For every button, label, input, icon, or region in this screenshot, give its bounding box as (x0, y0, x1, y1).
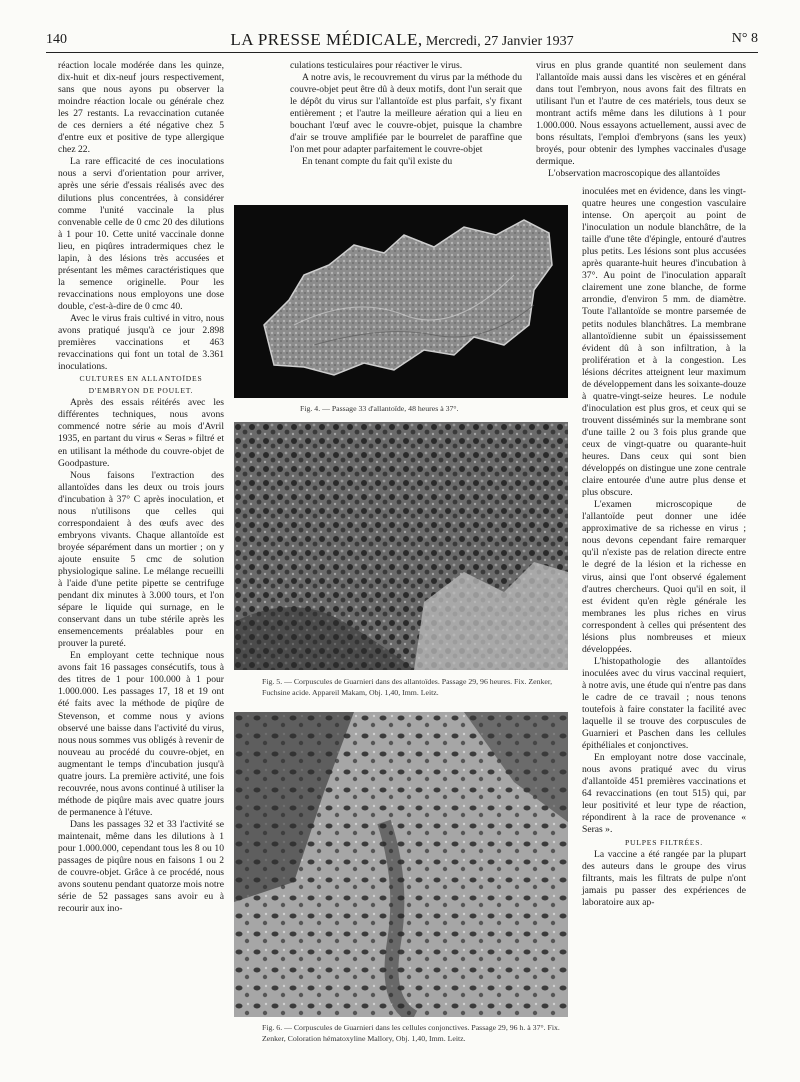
figure-4-caption: Fig. 4. — Passage 33 d'allantoïde, 48 heures à 37°. (300, 404, 459, 413)
paragraph: culations testiculaires pour réactiver le virus. (290, 60, 463, 71)
figure-5-photo (234, 422, 568, 670)
page-header (46, 28, 758, 53)
paragraph: En tenant compte du fait qu'il existe du (302, 156, 453, 168)
text-column-right (582, 186, 746, 909)
micrograph-image (234, 422, 568, 670)
journal-title: LA PRESSE MÉDICALE, (230, 30, 423, 49)
micrograph-image (234, 712, 568, 1017)
page-number: 140 (46, 32, 67, 47)
paragraph: La vaccine a été rangée par la plupart des auteurs dans le groupe des virus filtrants, mais les filtrats de pulpe n'ont jamais pu passer des expériences de laboratoire aux ap- (582, 848, 746, 908)
paragraph: inoculées met en évidence, dans les vingt-quatre heures une congestion vasculaire intense. On aperçoit au point de l'inoculation un nodule blanchâtre, de la taille d'une tête d'épingle, entouré d'autres plus petits. Les lésions sont plus accusées après quarante-huit heures d'incubation à 37°. Au point de l'inoculation apparaît clairement une zone blanche, de forme arrondie, d'environ 5 mm. de diamètre. Toute l'allantoïde se montre parsemée de petits nodules blanchâtres. La membrane allantoïdienne subit un épaississement évident dû à son infiltration, à la prolifération et à la congestion. Les lésions décrites atteignent leur maximum de développement dans les soixante-douze à quatre-vingt-seize heures. Le nodule d'inoculation est plus gros, et ceux qui se trouvent disséminés sur la membrane sont d'une taille 2 ou 3 fois plus grande que ceux de vingt-quatre ou quarante-huit heures. Dans ceux qui sont bien développés on distingue une zone centrale claire entourée d'une autre plus dense et plus obscure. (582, 186, 746, 499)
paragraph: La rare efficacité de ces inoculations nous a servi d'orientation pour arriver, après une série d'essais réalisés avec des dilutions plus concentrées, à considérer comme l'unité vaccinale la plus convenable celle de 0 cmc 20 des dilutions à 1 pour 10. Cette unité vaccinale donne lieu, en piqûres intradermiques chez le lapin, à des lésions très accusées et présentant les mêmes caractéristiques que la semence originelle. Pour les revaccinations nous employons une dose double, c'est-à-dire de 0 cmc 40. (58, 156, 224, 312)
paragraph: L'observation macroscopique des allantoïdes (548, 168, 720, 180)
paragraph: En employant notre dose vaccinale, nous avons pratiqué avec du virus d'allantoïde 451 premières vaccinations et 64 revaccinations (en tout 515) qui, par leur positivité et leur type de réaction, répondirent à la race de provenance « Seras ». (582, 752, 746, 836)
paragraph: Avec le virus frais cultivé in vitro, nous avons pratiqué jusqu'à ce jour 2.898 premières vaccinations et 463 revaccinations qui font un total de 3.361 inoculations. (58, 312, 224, 373)
paragraph: L'histopathologie des allantoïdes inoculées avec du virus vaccinal requiert, à notre avis, une étude qui n'entre pas dans le cadre de ce travail ; nous tenons toutefois à faire constater la facilité avec laquelle il se trouve des corpuscules de Guarnieri et Paschen dans les cellules épithéliales et conjonctives. (582, 655, 746, 752)
text-column-right-top (536, 60, 746, 180)
figure-6-photo (234, 712, 568, 1017)
journal-masthead (46, 30, 758, 50)
paragraph: réaction locale modérée dans les quinze, dix-huit et dix-neuf jours respectivement, sans que nous ayons pu observer la moindre réaction locale ou générale chez les 27 restants. La revaccination cutanée de ces derniers a été négative chez 5 d'entre eux et positive de type allergique chez 22. (58, 60, 224, 156)
issue-number: N° 8 (731, 31, 758, 46)
paragraph: Dans les passages 32 et 33 l'activité se maintenait, même dans les dilutions à 1 pour 1.000.000, cependant tous les 8 ou 10 passages de piqûre nous en faisons 1 ou 2 de couvre-objet. Grâce à ce procédé, nous avons soutenu pendant quatorze mois notre série de 52 passages sans avoir eu à recourir aux ino- (58, 818, 224, 915)
paragraph: L'examen microscopique de l'allantoïde peut donner une idée approximative de sa richesse en virus ; nous devons cependant faire remarquer qu'il n'existe pas de relation directe entre le degré de la lésion et la richesse en virus, ainsi que l'ont observé également d'autres chercheurs. Quoi qu'il en soit, il est évident qu'en règle générale les membranes les plus riches en virus correspondent à celles qui présentent des lésions plus nombreuses et mieux développées. (582, 499, 746, 655)
paragraph: A notre avis, le recouvrement du virus par la méthode du couvre-objet peut être dû à deux motifs, dont l'un serait que le dépôt du virus sur l'allantoïde est plus parfait, s'y fixant entièrement ; et l'autre la meilleure aération qui a lieu en bouchant l'œuf avec le couvre-objet, puisque la chambre d'air se trouve amplifiée par le bourrelet de paraffine que l'on met pour adapter parfaitement le couvre-objet (290, 72, 522, 156)
figure-6-caption: Fig. 6. — Corpuscules de Guarnieri dans les cellules conjonctives. Passage 29, 96 h. à 37°. Fix. Zenker, Coloration hématoxyline Mallory, Obj. 1,40, Imm. Leitz. (262, 1023, 560, 1043)
section-heading: CULTURES EN ALLANTOÏDES D'EMBRYON DE POULET. (79, 374, 203, 396)
text-column-middle (290, 60, 522, 168)
paragraph: Nous faisons l'extraction des allantoïdes dans les deux ou trois jours d'incubation à 37° C après inoculation, et nous n'utilisons que celles qui correspondaient à des œufs avec des embryons vivants. Chaque allantoïde est broyée séparément dans un mortier ; on y ajoute ensuite 5 cmc de solution physiologique saline. Le mélange recueilli à l'aide d'une petite pipette se centrifuge pendant dix minutes à 3.000 tours, et l'on sépare le liquide qui surnage, en le conservant dans un tube stérile après les ensemencements préalables pour en prouver la pureté. (58, 469, 224, 650)
figure-5-caption: Fig. 5. — Corpuscules de Guarnieri dans des allantoïdes. Passage 29, 96 heures. Fix. Zenker, Fuchsine acide. Appareil Makam, Obj. 1,40, Imm. Leitz. (262, 677, 553, 697)
allantoid-membrane-image (234, 205, 568, 398)
section-heading: PULPES FILTRÉES. (625, 837, 703, 847)
issue-date: Mercredi, 27 Janvier 1937 (425, 34, 574, 49)
figure-4-photo (234, 205, 568, 398)
paragraph: Après des essais réitérés avec les différentes techniques, nous avons commencé notre série au mois d'Avril 1935, en partant du virus « Seras » filtré et en utilisant la méthode du couvre-objet de Goodpasture. (58, 397, 224, 469)
paragraph: En employant cette technique nous avons fait 16 passages consécutifs, tous à des titres de 1 pour 100.000 à 1 pour 1.000.000. Les passages 17, 18 et 19 ont été faits avec la méthode de piqûre de Stevenson, et comme nous y avions observé une baisse dans l'activité du virus, nous nous sommes vus obligés à revenir de nouveau au procédé du couvre-objet, en augmentant le temps d'incubation jusqu'à quatre jours. La première activité, une fois recouvrée, nous avons continué à utiliser la méthode de piqûre mais avec quatre jours de permanence à l'étuve. (58, 650, 225, 818)
text-column-left (58, 60, 224, 915)
paragraph: virus en plus grande quantité non seulement dans l'allantoïde mais aussi dans les viscères et en général dans tout l'embryon, nous avons fait des filtrats en utilisant l'un et l'autre de ces matériels, tous deux se montrant actifs même dans les dilutions à 1 pour 1.000.000. Nous essayons actuellement, aussi avec de bons résultats, l'emploi d'embryons (sans les yeux) broyés, pour obtenir des lymphes vaccinales d'usage dermique. (536, 60, 746, 168)
